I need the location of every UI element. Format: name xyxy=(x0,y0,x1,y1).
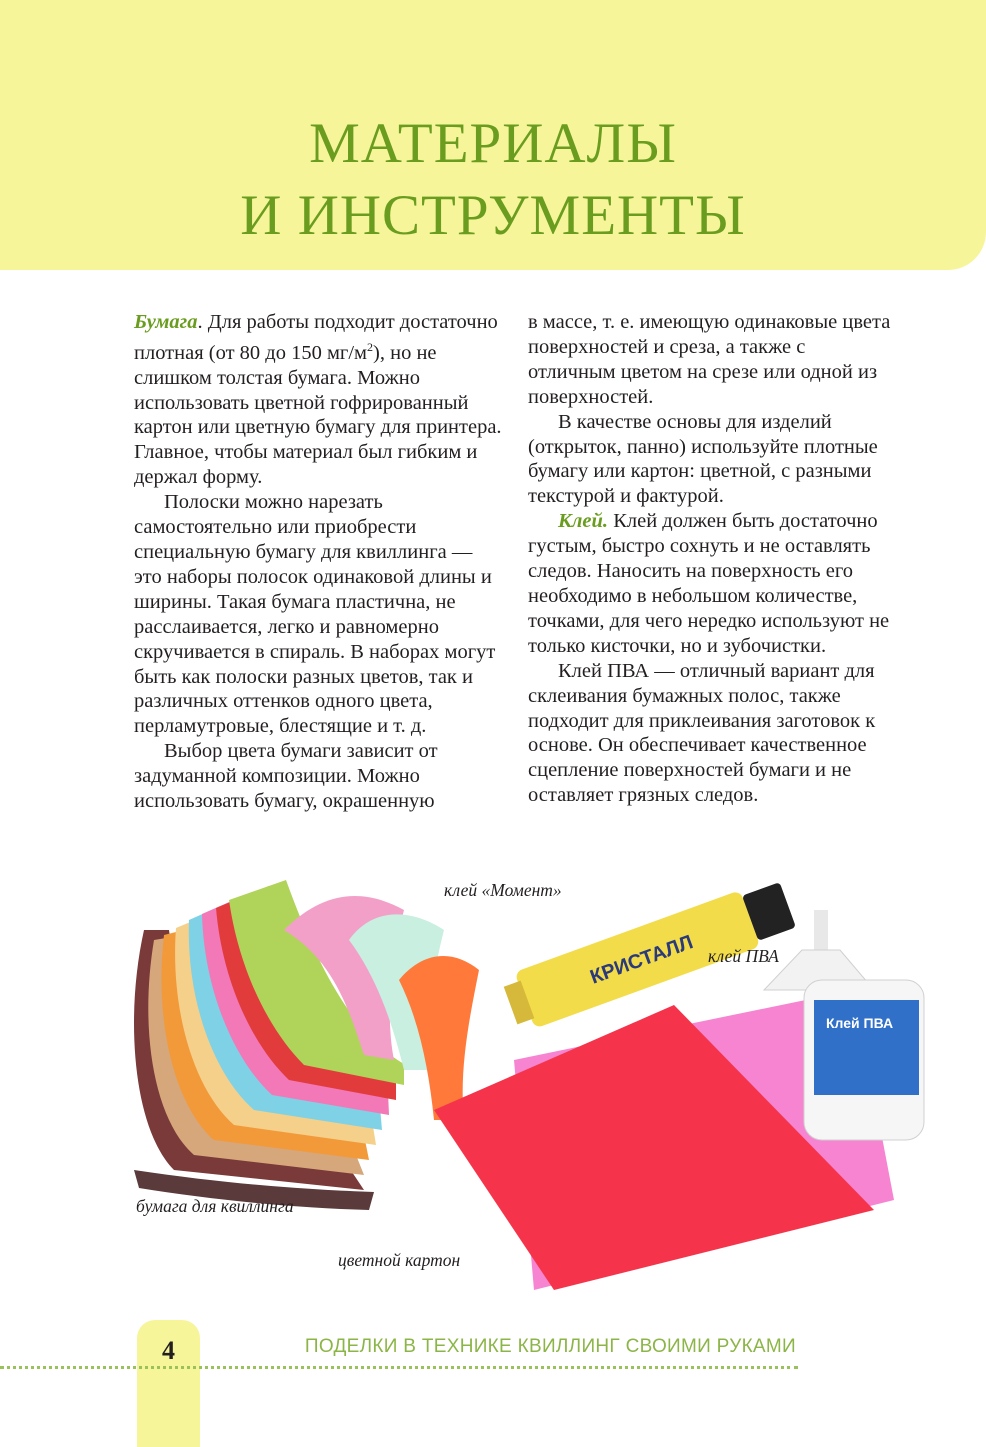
title-line-1: МАТЕРИАЛЫ xyxy=(309,112,677,175)
caption-colored-cardboard: цветной картон xyxy=(338,1250,461,1270)
tube-label: КРИСТАЛЛ xyxy=(587,931,696,989)
paragraph-pva: Клей ПВА — отличный вариант для склеивания бумажных полос, также подходит для приклеивания заготовок к основе. Он обеспечивает качественное сцепление поверхностей бумаги и не оставляет грязных следов. xyxy=(528,659,876,807)
term-paper: Бумага xyxy=(134,311,198,333)
footer-dotted-rule xyxy=(0,1366,798,1369)
paragraph-mass-colored: в массе, т. е. имеющую одинаковые цвета поверхностей и среза, а также с отличным цветом на срезе или одной из поверхностей. xyxy=(528,311,891,408)
caption-moment-glue: клей «Момент» xyxy=(444,880,562,900)
paragraph-base: В качестве основы для изделий (открыток, панно) используйте плотные бумагу или картон: цветной, с разными текстурой и фактурой. xyxy=(528,410,878,508)
right-column xyxy=(528,310,898,808)
term-glue: Клей. xyxy=(558,510,609,533)
materials-photo xyxy=(114,870,934,1330)
left-column xyxy=(134,310,504,814)
running-title: ПОДЕЛКИ В ТЕХНИКЕ КВИЛЛИНГ СВОИМИ РУКАМИ xyxy=(304,1336,796,1357)
page-title xyxy=(0,108,986,252)
paragraph-color-choice: Выбор цвета бумаги зависит от задуманной композиции. Можно использовать бумагу, окрашенную xyxy=(134,740,438,813)
caption-quilling-paper: бумага для квиллинга xyxy=(136,1196,294,1216)
bottle-label: Клей ПВА xyxy=(826,1015,894,1031)
page-number: 4 xyxy=(162,1336,175,1365)
quilling-paper-image xyxy=(134,880,479,1210)
paragraph-glue: Клей. Клей должен быть достаточно густым, быстро сохнуть и не оставлять следов. Наносить на поверхность его необходимо в небольшом количестве, точками, для чего нередко используют не только кисточки, но и зубочистки. xyxy=(528,510,890,657)
caption-pva-glue: клей ПВА xyxy=(708,946,779,966)
paragraph-paper: Бумага. Для работы подходит достаточно плотная (от 80 до 150 $мг/м^2$), но не слишком толстая бумага. Можно использовать цветной гофрированный картон или цветную бумагу для принтера. Главное, чтобы материал был гибким и держал форму. xyxy=(134,311,502,489)
title-line-2: И ИНСТРУМЕНТЫ xyxy=(240,184,746,247)
paragraph-strips: Полоски можно нарезать самостоятельно или приобрести специальную бумагу для квиллинга — это наборы полосок одинаковой длины и ширины. Такая бумага пластична, не расслаивается, легко и равномерно скручивается в спираль. В наборах могут быть как полоски разных цветов, так и различных оттенков одного цвета, перламутровые, блестящие и т. д. xyxy=(134,491,496,738)
